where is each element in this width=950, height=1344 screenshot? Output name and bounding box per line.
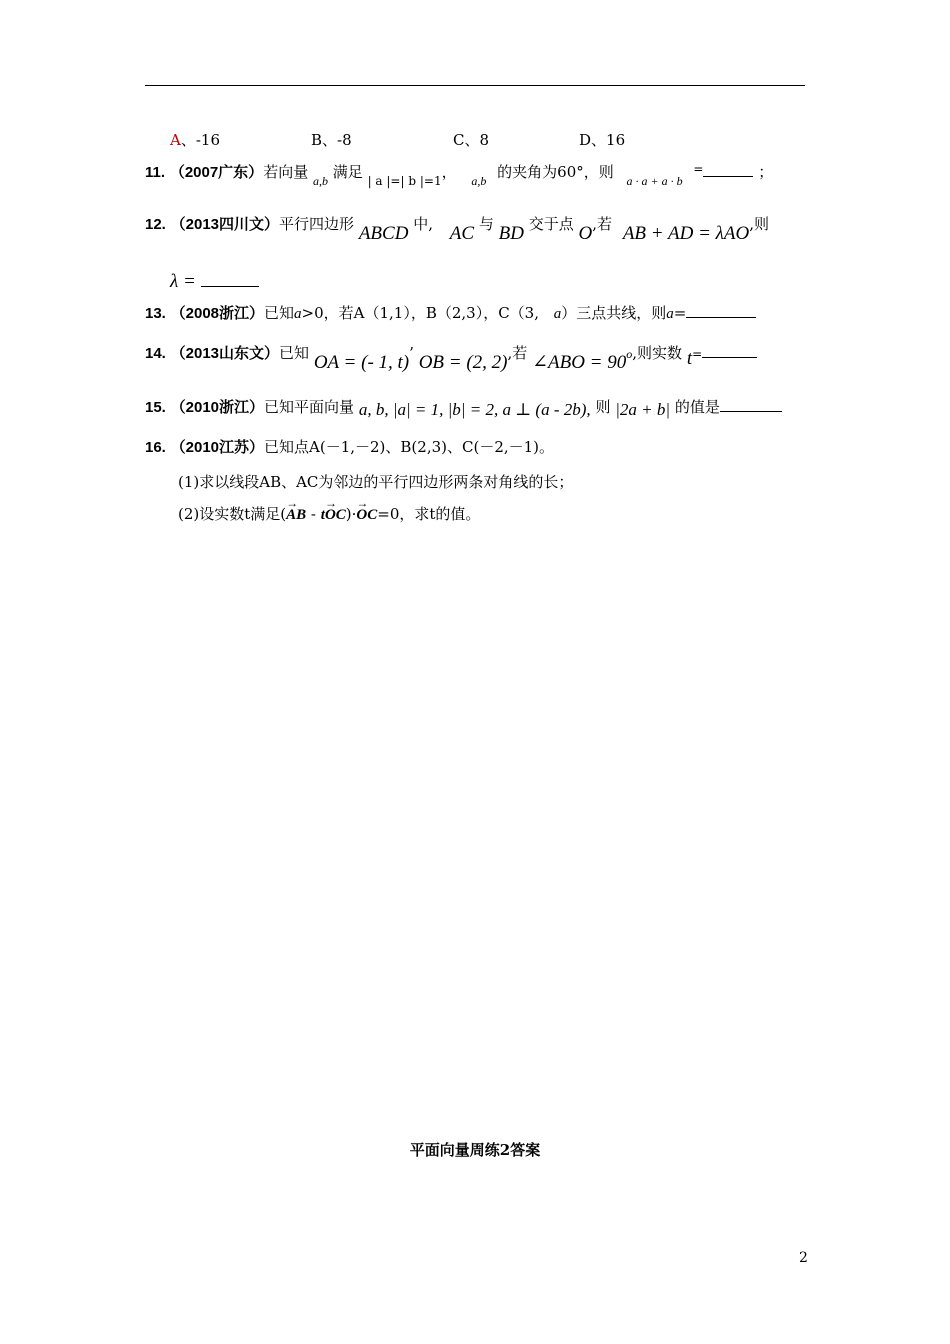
question-13: 13. （2008浙江）已知a>0，若A（1,1），B（2,3），C（3, a）三点共线，则a= (145, 305, 756, 322)
answer-blank (703, 164, 753, 177)
option-c: C、8 (453, 131, 490, 149)
question-11: 11. （2007广东）若向量 $_{a,b}$ 满足 $_{| a |=| b |=1}$， $_{a,b}$ 的夹角为60°，则 $_{a \cdot a + a \cdot b}$ = ； (145, 162, 774, 188)
page-number: 2 (799, 1250, 808, 1266)
answer-blank (702, 345, 757, 358)
question-number: 11. (145, 164, 166, 181)
answer-blank (201, 274, 259, 287)
question-16-part-2: (2)设实数t满足(→ AB - t→ OC)·→ OC=0，求t的值。 (178, 507, 480, 523)
option-d: D、16 (579, 131, 626, 149)
option-a: A、-16 (170, 131, 221, 149)
question-16: 16. （2010江苏）已知点A(－1,－2)、B(2,3)、C(－2,－1)。 (145, 438, 555, 456)
question-12: 12. （2013四川文）平行四边形 ABCD 中, AC 与 BD 交于点 O,若 AB + AD = λAO,则 (145, 215, 770, 244)
option-b: B、-8 (311, 131, 352, 149)
header-rule (145, 85, 805, 86)
question-14: 14. （2013山东文）已知 OA = (- 1, t)’ OB = (2, 2),若 ∠ABO = $90^o$,则实数 t= (145, 342, 757, 362)
answer-section-title: 平面向量周练2答案 (409, 1141, 541, 1159)
question-source: （2007广东） (169, 164, 264, 181)
answer-blank (720, 399, 782, 412)
answer-blank (686, 305, 756, 318)
question-16-part-1: (1)求以线段AB、AC为邻边的平行四边形两条对角线的长； (178, 473, 574, 491)
question-15: 15. （2010浙江）已知平面向量 a, b, |a| = 1, |b| = 2, a ⊥ (a - 2b), 则 |2a + b| 的值是 (145, 398, 782, 415)
question-12-answer: λ = (170, 272, 259, 291)
